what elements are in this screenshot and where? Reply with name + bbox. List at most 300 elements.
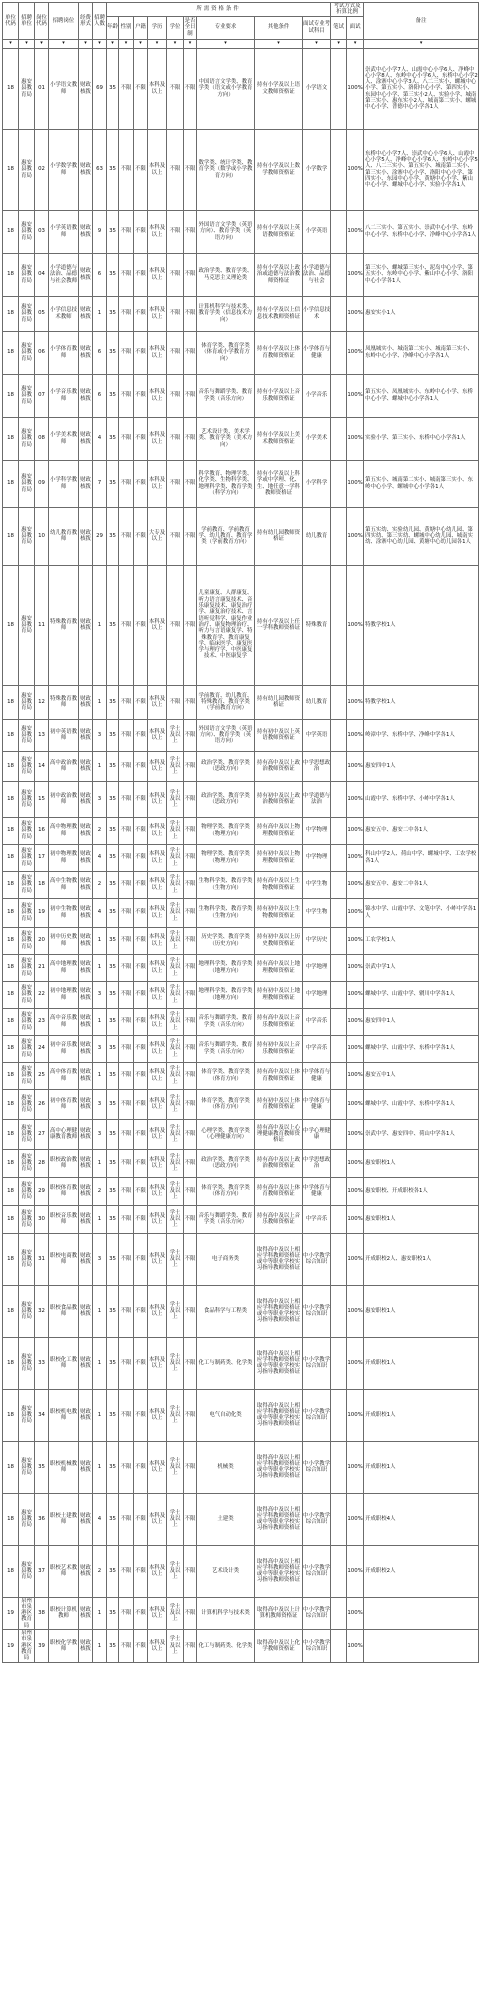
cell-funding-type: 财政核拨 xyxy=(79,954,93,981)
cell-funding-type: 财政核拨 xyxy=(79,460,93,507)
cell-post-code: 17 xyxy=(35,844,49,871)
cell-gender: 不限 xyxy=(119,844,134,871)
cell-funding-type: 财政核拨 xyxy=(79,844,93,871)
cell-gender: 不限 xyxy=(119,129,134,210)
cell-remark: 开成职校2人 xyxy=(364,1545,479,1597)
cell-post-code: 05 xyxy=(35,296,49,331)
cell-written xyxy=(331,565,347,685)
cell-gender: 不限 xyxy=(119,417,134,460)
cell-funding-type: 财政核拨 xyxy=(79,719,93,751)
cell-other: 持有高中及以上体育教师资格证 xyxy=(255,1177,303,1205)
table-row xyxy=(3,1035,479,1062)
table-row xyxy=(3,781,479,817)
cell-funding-type: 财政核拨 xyxy=(79,1035,93,1062)
cell-post-name: 初中政治教师 xyxy=(49,781,79,817)
cell-funding-type: 财政核拨 xyxy=(79,1119,93,1149)
cell-education: 本科及以上 xyxy=(148,1008,167,1035)
cell-recruit-count: 1 xyxy=(93,296,107,331)
cell-remark: 开成职校1人 xyxy=(364,1441,479,1493)
table-row xyxy=(3,253,479,296)
table-row xyxy=(3,927,479,954)
cell-unit-code: 18 xyxy=(3,685,19,719)
filter-dropdown-icon[interactable]: ▾ xyxy=(119,39,134,48)
cell-funding-type: 财政核拨 xyxy=(79,374,93,417)
filter-dropdown-icon[interactable]: ▾ xyxy=(255,39,303,48)
filter-dropdown-icon[interactable]: ▾ xyxy=(331,39,347,48)
cell-age: 35 xyxy=(107,817,119,844)
cell-unit-code: 19 xyxy=(3,1630,19,1662)
header-recruit-count: 招聘人数 xyxy=(93,3,107,40)
table-row xyxy=(3,1389,479,1441)
cell-remark: 特教学校1人 xyxy=(364,565,479,685)
cell-hukou: 不限 xyxy=(134,1008,148,1035)
cell-education: 本科及以上 xyxy=(148,1062,167,1089)
cell-post-name: 职校音乐教师 xyxy=(49,1205,79,1233)
cell-education: 本科及以上 xyxy=(148,927,167,954)
cell-post-name: 职校化学教师 xyxy=(49,1630,79,1662)
cell-post-name: 职校政治教师 xyxy=(49,1149,79,1177)
cell-fulltime: 不限 xyxy=(184,417,197,460)
cell-post-name: 高中地理教师 xyxy=(49,954,79,981)
cell-post-code: 06 xyxy=(35,331,49,374)
cell-unit-code: 18 xyxy=(3,1493,19,1545)
filter-dropdown-icon[interactable]: ▾ xyxy=(197,39,255,48)
cell-interview: 100% xyxy=(347,751,364,781)
cell-remark: 开成职校2人、惠安职校1人 xyxy=(364,1233,479,1285)
cell-remark: 崇武中学1人 xyxy=(364,954,479,981)
cell-gender: 不限 xyxy=(119,871,134,898)
cell-hukou: 不限 xyxy=(134,1441,148,1493)
cell-interview: 100% xyxy=(347,48,364,129)
cell-remark: 八二三实小、第五实小、崇武中心小学、东岭中心小学、东桥中心小学、净峰中心小学各1人 xyxy=(364,210,479,253)
filter-dropdown-icon[interactable]: ▾ xyxy=(148,39,167,48)
cell-written xyxy=(331,719,347,751)
cell-written xyxy=(331,1008,347,1035)
cell-other: 持有初中及以上体育教师资格证 xyxy=(255,1089,303,1119)
filter-dropdown-icon[interactable]: ▾ xyxy=(79,39,93,48)
cell-post-code: 09 xyxy=(35,460,49,507)
cell-funding-type: 财政核拨 xyxy=(79,781,93,817)
cell-hukou: 不限 xyxy=(134,685,148,719)
cell-major: 音乐与舞蹈学类、教育学类（音乐方向） xyxy=(197,1035,255,1062)
cell-funding-type: 财政核拨 xyxy=(79,1008,93,1035)
cell-exam-subject: 小学道德与法治、品德与社会 xyxy=(303,253,331,296)
cell-other: 持有初中及以上政治教师资格证 xyxy=(255,781,303,817)
cell-exam-subject: 中学音乐 xyxy=(303,1205,331,1233)
cell-age: 35 xyxy=(107,1089,119,1119)
cell-post-code: 23 xyxy=(35,1008,49,1035)
cell-recruit-unit: 惠安县教育局 xyxy=(19,374,35,417)
cell-post-code: 25 xyxy=(35,1062,49,1089)
cell-funding-type: 财政核拨 xyxy=(79,1285,93,1337)
cell-written xyxy=(331,817,347,844)
cell-hukou: 不限 xyxy=(134,1545,148,1597)
header-hukou: 户籍 xyxy=(134,16,148,39)
cell-gender: 不限 xyxy=(119,981,134,1008)
cell-hukou: 不限 xyxy=(134,507,148,565)
cell-interview: 100% xyxy=(347,898,364,927)
cell-other: 持有初中及以上生物教师资格证 xyxy=(255,898,303,927)
cell-other: 持有小学及以上美术教师资格证 xyxy=(255,417,303,460)
cell-recruit-unit: 惠安县教育局 xyxy=(19,1177,35,1205)
cell-hukou: 不限 xyxy=(134,1205,148,1233)
table-row xyxy=(3,374,479,417)
cell-age: 35 xyxy=(107,210,119,253)
cell-hukou: 不限 xyxy=(134,927,148,954)
cell-interview: 100% xyxy=(347,1337,364,1389)
table-row xyxy=(3,1233,479,1285)
cell-post-name: 小学科学教师 xyxy=(49,460,79,507)
header-post-code: 岗位代码 xyxy=(35,3,49,40)
cell-exam-subject: 中学英语 xyxy=(303,719,331,751)
header-education: 学历 xyxy=(148,16,167,39)
cell-degree: 学士及以上 xyxy=(167,1441,184,1493)
cell-fulltime: 不限 xyxy=(184,1337,197,1389)
cell-interview: 100% xyxy=(347,817,364,844)
cell-written xyxy=(331,48,347,129)
cell-remark: 惠安四中1人 xyxy=(364,751,479,781)
table-row xyxy=(3,1493,479,1545)
cell-post-name: 初中物理教师 xyxy=(49,844,79,871)
cell-exam-subject: 中小学教学综合知识 xyxy=(303,1233,331,1285)
header-major: 专业要求 xyxy=(197,16,255,39)
cell-unit-code: 18 xyxy=(3,129,19,210)
table-row xyxy=(3,751,479,781)
filter-dropdown-icon[interactable]: ▾ xyxy=(134,39,148,48)
cell-recruit-count: 1 xyxy=(93,1441,107,1493)
cell-written xyxy=(331,1597,347,1629)
cell-post-name: 职校化工教师 xyxy=(49,1337,79,1389)
cell-recruit-unit: 惠安县教育局 xyxy=(19,781,35,817)
cell-age: 35 xyxy=(107,1285,119,1337)
cell-hukou: 不限 xyxy=(134,1337,148,1389)
cell-hukou: 不限 xyxy=(134,898,148,927)
cell-recruit-unit: 惠安县教育局 xyxy=(19,48,35,129)
cell-other: 持有高中及以上生物教师资格证 xyxy=(255,871,303,898)
cell-exam-subject: 中学体育与健康 xyxy=(303,1062,331,1089)
cell-degree: 学士及以上 xyxy=(167,1597,184,1629)
filter-dropdown-icon[interactable]: ▾ xyxy=(184,39,197,48)
cell-degree: 不限 xyxy=(167,296,184,331)
cell-other: 持有高中及以上政治教师资格证 xyxy=(255,751,303,781)
cell-degree: 学士及以上 xyxy=(167,781,184,817)
cell-unit-code: 18 xyxy=(3,1389,19,1441)
cell-recruit-unit: 惠安县教育局 xyxy=(19,1205,35,1233)
cell-recruit-unit: 惠安县教育局 xyxy=(19,981,35,1008)
cell-recruit-count: 6 xyxy=(93,253,107,296)
table-row xyxy=(3,1119,479,1149)
cell-post-code: 03 xyxy=(35,210,49,253)
cell-post-name: 小学信息技术教师 xyxy=(49,296,79,331)
cell-education: 本科及以上 xyxy=(148,719,167,751)
filter-dropdown-icon[interactable]: ▾ xyxy=(364,39,479,48)
cell-interview: 100% xyxy=(347,331,364,374)
cell-post-name: 初中英语教师 xyxy=(49,719,79,751)
cell-fulltime: 不限 xyxy=(184,331,197,374)
cell-age: 35 xyxy=(107,1630,119,1662)
cell-written xyxy=(331,1285,347,1337)
cell-recruit-count: 1 xyxy=(93,1337,107,1389)
cell-degree: 学士及以上 xyxy=(167,1177,184,1205)
cell-fulltime: 不限 xyxy=(184,781,197,817)
cell-education: 本科及以上 xyxy=(148,1630,167,1662)
cell-fulltime: 不限 xyxy=(184,1233,197,1285)
cell-degree: 不限 xyxy=(167,210,184,253)
filter-dropdown-icon[interactable]: ▾ xyxy=(167,39,184,48)
cell-education: 本科及以上 xyxy=(148,1035,167,1062)
cell-exam-subject: 中小学教学综合知识 xyxy=(303,1630,331,1662)
cell-post-code: 10 xyxy=(35,507,49,565)
cell-exam-subject: 中学地理 xyxy=(303,954,331,981)
cell-exam-subject: 中学心理健康 xyxy=(303,1119,331,1149)
cell-hukou: 不限 xyxy=(134,129,148,210)
cell-age: 35 xyxy=(107,1205,119,1233)
cell-written xyxy=(331,898,347,927)
cell-other: 持有小学及以上数学教师资格证 xyxy=(255,129,303,210)
cell-gender: 不限 xyxy=(119,253,134,296)
cell-interview: 100% xyxy=(347,460,364,507)
cell-post-code: 12 xyxy=(35,685,49,719)
cell-major: 物理学类、教育学类（物理方向） xyxy=(197,844,255,871)
table-row xyxy=(3,1008,479,1035)
filter-dropdown-icon[interactable]: ▾ xyxy=(3,39,19,48)
cell-age: 35 xyxy=(107,1493,119,1545)
cell-post-code: 07 xyxy=(35,374,49,417)
cell-age: 35 xyxy=(107,1337,119,1389)
cell-funding-type: 财政核拨 xyxy=(79,871,93,898)
cell-fulltime: 不限 xyxy=(184,1441,197,1493)
cell-written xyxy=(331,927,347,954)
table-row xyxy=(3,898,479,927)
filter-dropdown-icon[interactable]: ▾ xyxy=(19,39,35,48)
cell-age: 35 xyxy=(107,374,119,417)
cell-remark: 实验小学、第三实小、东桥中心小学各1人 xyxy=(364,417,479,460)
cell-major: 音乐与舞蹈学类、教育学类（音乐方向） xyxy=(197,1008,255,1035)
cell-age: 35 xyxy=(107,898,119,927)
header-exam-subject: 面试专业考试科目 xyxy=(303,16,331,39)
cell-exam-subject: 小学美术 xyxy=(303,417,331,460)
cell-exam-subject: 中小学教学综合知识 xyxy=(303,1597,331,1629)
cell-degree: 学士及以上 xyxy=(167,1205,184,1233)
cell-gender: 不限 xyxy=(119,1285,134,1337)
cell-exam-subject: 幼儿教育 xyxy=(303,507,331,565)
cell-age: 35 xyxy=(107,1597,119,1629)
cell-interview: 100% xyxy=(347,374,364,417)
cell-degree: 学士及以上 xyxy=(167,719,184,751)
cell-hukou: 不限 xyxy=(134,1149,148,1177)
cell-remark: 特教学校1人 xyxy=(364,685,479,719)
cell-interview: 100% xyxy=(347,685,364,719)
cell-hukou: 不限 xyxy=(134,1089,148,1119)
cell-major: 政治学类、教育学类（思政方向） xyxy=(197,1149,255,1177)
cell-unit-code: 18 xyxy=(3,1062,19,1089)
cell-remark: 岭漳中学、东桥中学、净峰中学各1人 xyxy=(364,719,479,751)
table-row xyxy=(3,1285,479,1337)
cell-gender: 不限 xyxy=(119,927,134,954)
cell-education: 本科及以上 xyxy=(148,460,167,507)
cell-major: 中国语言文学类、教育学类（语文或小学教育方向） xyxy=(197,48,255,129)
cell-fulltime: 不限 xyxy=(184,1493,197,1545)
cell-remark: 东桥中心小学7人、崇武中心小学6人、山霞中心小学5人、净峰中心小学6人、东岭中心小学5人、八二三实小、第五实小、城南第二实小、第三实小、涂寨中心小学、洛阳中心小学、第四实小、东园中心小学、黄塘中心小学、紫山中心小学、螺城中心小学、实验小学各1人 xyxy=(364,129,479,210)
cell-other: 持有小学及以上音乐教师资格证 xyxy=(255,374,303,417)
cell-gender: 不限 xyxy=(119,565,134,685)
cell-exam-subject: 中学历史 xyxy=(303,927,331,954)
cell-interview: 100% xyxy=(347,927,364,954)
cell-education: 本科及以上 xyxy=(148,417,167,460)
cell-written xyxy=(331,1205,347,1233)
cell-degree: 学士及以上 xyxy=(167,751,184,781)
cell-written xyxy=(331,981,347,1008)
cell-exam-subject: 小学信息技术 xyxy=(303,296,331,331)
cell-recruit-unit: 惠安县教育局 xyxy=(19,844,35,871)
cell-education: 大专及以上 xyxy=(148,507,167,565)
filter-dropdown-icon[interactable]: ▾ xyxy=(93,39,107,48)
cell-written xyxy=(331,844,347,871)
cell-age: 35 xyxy=(107,48,119,129)
filter-dropdown-icon[interactable]: ▾ xyxy=(49,39,79,48)
cell-other: 取得高中及以上化学教师资格证 xyxy=(255,1630,303,1662)
cell-hukou: 不限 xyxy=(134,719,148,751)
table-row xyxy=(3,1441,479,1493)
cell-hukou: 不限 xyxy=(134,1119,148,1149)
cell-interview: 100% xyxy=(347,1149,364,1177)
cell-hukou: 不限 xyxy=(134,871,148,898)
cell-recruit-unit: 惠安县教育局 xyxy=(19,296,35,331)
cell-written xyxy=(331,1177,347,1205)
cell-education: 本科及以上 xyxy=(148,1285,167,1337)
cell-funding-type: 财政核拨 xyxy=(79,1149,93,1177)
cell-major: 食品科学与工程类 xyxy=(197,1285,255,1337)
cell-age: 35 xyxy=(107,1545,119,1597)
cell-written xyxy=(331,1062,347,1089)
cell-interview: 100% xyxy=(347,1205,364,1233)
cell-recruit-unit: 惠安县教育局 xyxy=(19,331,35,374)
cell-gender: 不限 xyxy=(119,48,134,129)
cell-recruit-count: 1 xyxy=(93,685,107,719)
table-row xyxy=(3,460,479,507)
cell-degree: 学士及以上 xyxy=(167,1089,184,1119)
filter-dropdown-icon[interactable]: ▾ xyxy=(107,39,119,48)
cell-post-code: 38 xyxy=(35,1597,49,1629)
cell-hukou: 不限 xyxy=(134,781,148,817)
cell-fulltime: 不限 xyxy=(184,1205,197,1233)
cell-unit-code: 18 xyxy=(3,565,19,685)
cell-funding-type: 财政核拨 xyxy=(79,129,93,210)
cell-other: 取得高中及以上相应学科教师资格证或中等职业学校实习指导教师资格证 xyxy=(255,1337,303,1389)
cell-recruit-unit: 惠安县教育局 xyxy=(19,719,35,751)
cell-age: 35 xyxy=(107,751,119,781)
cell-degree: 不限 xyxy=(167,507,184,565)
cell-major: 数学类、统计学类、教育学类（数学或小学教育方向） xyxy=(197,129,255,210)
cell-education: 本科及以上 xyxy=(148,1545,167,1597)
cell-gender: 不限 xyxy=(119,1630,134,1662)
cell-exam-subject: 小学数学 xyxy=(303,129,331,210)
cell-interview: 100% xyxy=(347,1389,364,1441)
cell-recruit-count: 1 xyxy=(93,1285,107,1337)
header-qualification-group: 所需资格条件 xyxy=(107,3,331,17)
table-row xyxy=(3,1630,479,1662)
cell-recruit-count: 4 xyxy=(93,844,107,871)
cell-interview: 100% xyxy=(347,1035,364,1062)
cell-remark: 第五实小、城南第二实小、城南第三实小、东岭中心小学、螺城中心小学各1人 xyxy=(364,460,479,507)
cell-age: 35 xyxy=(107,1035,119,1062)
cell-funding-type: 财政核拨 xyxy=(79,1389,93,1441)
cell-hukou: 不限 xyxy=(134,1062,148,1089)
cell-unit-code: 18 xyxy=(3,981,19,1008)
recruitment-table xyxy=(2,2,479,1663)
cell-recruit-unit: 惠安县教育局 xyxy=(19,1035,35,1062)
cell-other: 持有幼儿园教师资格证 xyxy=(255,507,303,565)
cell-major: 学前教育、学前教育学、幼儿教育、教育学类（学前教育方向） xyxy=(197,507,255,565)
cell-gender: 不限 xyxy=(119,1089,134,1119)
cell-written xyxy=(331,507,347,565)
cell-education: 本科及以上 xyxy=(148,1177,167,1205)
cell-remark: 惠安实小1人 xyxy=(364,296,479,331)
cell-unit-code: 18 xyxy=(3,1337,19,1389)
cell-funding-type: 财政核拨 xyxy=(79,1233,93,1285)
cell-exam-subject: 特殊教育 xyxy=(303,565,331,685)
cell-recruit-unit: 惠安县教育局 xyxy=(19,1545,35,1597)
cell-education: 本科及以上 xyxy=(148,1205,167,1233)
cell-fulltime: 不限 xyxy=(184,1119,197,1149)
cell-other: 持有高中及以上音乐教师资格证 xyxy=(255,1205,303,1233)
cell-unit-code: 18 xyxy=(3,817,19,844)
cell-degree: 学士及以上 xyxy=(167,1149,184,1177)
cell-degree: 学士及以上 xyxy=(167,871,184,898)
cell-degree: 学士及以上 xyxy=(167,927,184,954)
filter-dropdown-icon[interactable]: ▾ xyxy=(35,39,49,48)
cell-recruit-count: 6 xyxy=(93,374,107,417)
cell-unit-code: 18 xyxy=(3,1545,19,1597)
cell-written xyxy=(331,210,347,253)
cell-gender: 不限 xyxy=(119,751,134,781)
cell-interview: 100% xyxy=(347,1062,364,1089)
cell-fulltime: 不限 xyxy=(184,460,197,507)
cell-written xyxy=(331,751,347,781)
filter-dropdown-icon[interactable]: ▾ xyxy=(347,39,364,48)
cell-post-code: 37 xyxy=(35,1545,49,1597)
cell-age: 35 xyxy=(107,1062,119,1089)
cell-post-code: 26 xyxy=(35,1089,49,1119)
cell-remark: 工农学校1人 xyxy=(364,927,479,954)
cell-gender: 不限 xyxy=(119,954,134,981)
cell-fulltime: 不限 xyxy=(184,898,197,927)
cell-funding-type: 财政核拨 xyxy=(79,1493,93,1545)
cell-age: 35 xyxy=(107,981,119,1008)
cell-age: 35 xyxy=(107,331,119,374)
cell-post-code: 30 xyxy=(35,1205,49,1233)
cell-recruit-unit: 惠安县教育局 xyxy=(19,1233,35,1285)
cell-recruit-count: 4 xyxy=(93,898,107,927)
cell-recruit-count: 2 xyxy=(93,1545,107,1597)
cell-exam-subject: 小学音乐 xyxy=(303,374,331,417)
cell-gender: 不限 xyxy=(119,719,134,751)
cell-gender: 不限 xyxy=(119,374,134,417)
cell-recruit-unit: 惠安县教育局 xyxy=(19,927,35,954)
cell-gender: 不限 xyxy=(119,1389,134,1441)
cell-written xyxy=(331,954,347,981)
cell-degree: 不限 xyxy=(167,565,184,685)
cell-degree: 不限 xyxy=(167,374,184,417)
cell-written xyxy=(331,417,347,460)
filter-dropdown-icon[interactable]: ▾ xyxy=(303,39,331,48)
cell-recruit-count: 3 xyxy=(93,1119,107,1149)
cell-hukou: 不限 xyxy=(134,460,148,507)
cell-other: 取得高中及以上相应学科教师资格证或中等职业学校实习指导教师资格证 xyxy=(255,1233,303,1285)
cell-major: 地理科学类、教育学类（地理方向） xyxy=(197,954,255,981)
cell-education: 本科及以上 xyxy=(148,817,167,844)
cell-age: 35 xyxy=(107,844,119,871)
